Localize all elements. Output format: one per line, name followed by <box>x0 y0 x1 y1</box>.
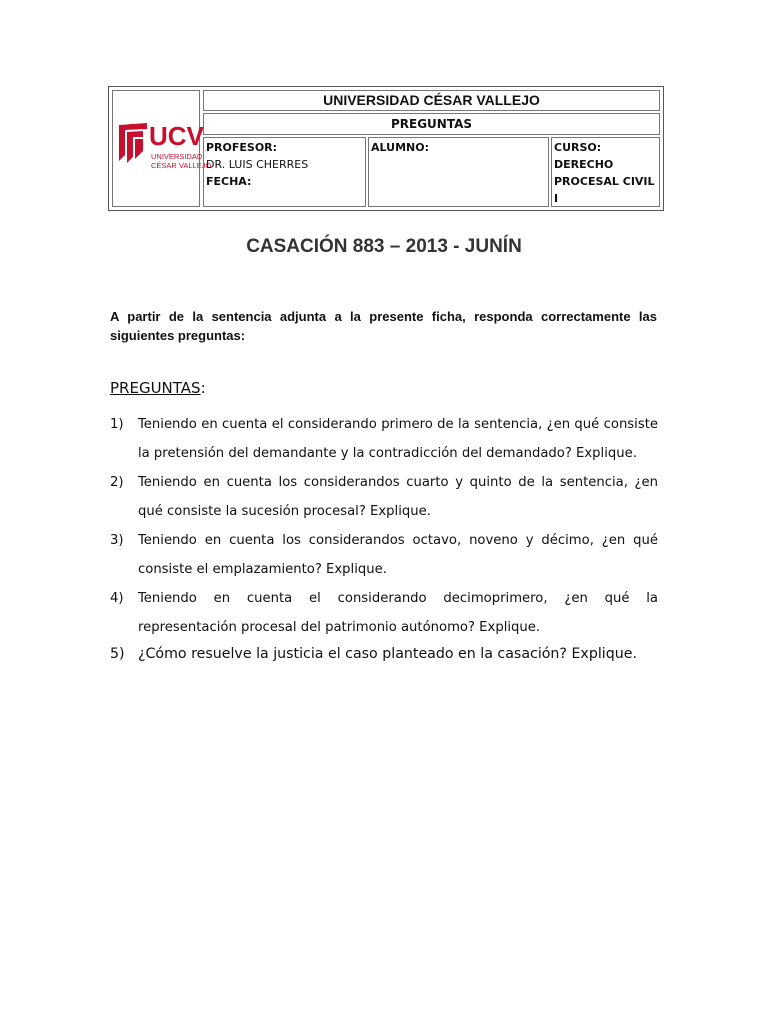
question-number: 5) <box>110 646 125 662</box>
fecha-label: FECHA: <box>206 175 252 188</box>
logo-line-2: CÉSAR VALLEJO <box>151 161 212 170</box>
profesor-label: PROFESOR: <box>206 141 278 154</box>
header-table <box>108 86 664 211</box>
question-number: 2) <box>110 475 124 490</box>
question-number: 1) <box>110 417 124 432</box>
questions-heading <box>110 377 206 399</box>
intro-instructions: A partir de la sentencia adjunta a la presente ficha, responda correctamente las siguientes preguntas: <box>110 309 657 343</box>
document-title: CASACIÓN 883 – 2013 - JUNÍN <box>246 236 522 257</box>
logo-cell <box>112 90 212 207</box>
question-list <box>110 410 658 667</box>
question-item <box>110 410 658 468</box>
question-text: Teniendo en cuenta los considerandos octavo, noveno y décimo, ¿en qué consiste el emplazamiento? Explique. <box>138 533 658 577</box>
profesor-name: DR. LUIS CHERRES <box>206 158 309 171</box>
curso-line-2: PROCESAL CIVIL I <box>554 175 655 205</box>
question-number: 3) <box>110 533 124 548</box>
question-text: ¿Cómo resuelve la justicia el caso planteado en la casación? Explique. <box>138 646 637 662</box>
question-text: Teniendo en cuenta los considerandos cuarto y quinto de la sentencia, ¿en qué consiste la sucesión procesal? Explique. <box>138 475 658 519</box>
university-name: UNIVERSIDAD CÉSAR VALLEJO <box>203 90 660 111</box>
question-text: Teniendo en cuenta el considerando primero de la sentencia, ¿en qué consiste la pretensión del demandante y la contradicción del demandado? Explique. <box>138 417 658 461</box>
curso-cell <box>551 137 660 207</box>
question-item <box>110 641 658 667</box>
questions-heading-colon: : <box>200 379 206 397</box>
question-item <box>110 526 658 584</box>
curso-line-1: CURSO: DERECHO <box>554 141 614 171</box>
logo-letters: UCV <box>149 121 204 151</box>
question-number: 4) <box>110 591 124 606</box>
ucv-logo-emblem-icon <box>117 121 149 167</box>
sheet-type: PREGUNTAS <box>203 113 660 135</box>
questions-heading-text: PREGUNTAS <box>110 379 201 397</box>
alumno-cell <box>368 137 549 207</box>
question-text: Teniendo en cuenta el considerando decimoprimero, ¿en qué la representación procesal del patrimonio autónomo? Explique. <box>138 591 658 635</box>
question-item <box>110 468 658 526</box>
question-item <box>110 584 658 642</box>
profesor-cell <box>203 137 366 207</box>
logo-line-1: UNIVERSIDAD <box>151 152 203 161</box>
alumno-label: ALUMNO: <box>371 141 429 154</box>
